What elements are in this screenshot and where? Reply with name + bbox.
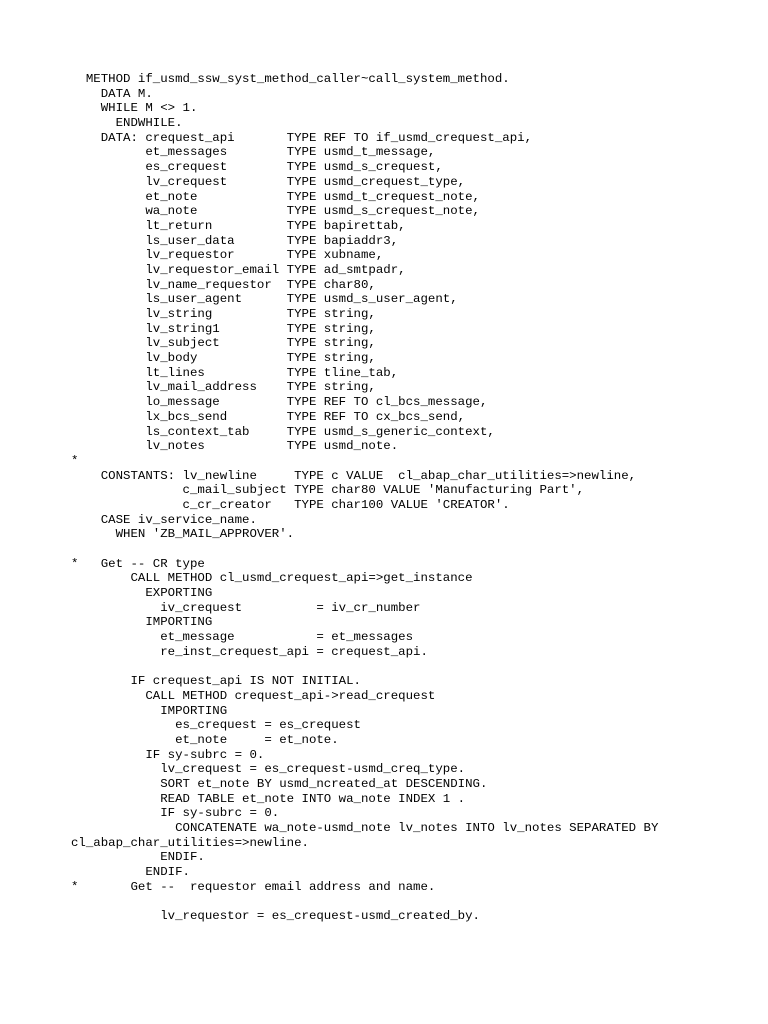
code-line: es_crequest TYPE usmd_s_crequest,	[71, 160, 443, 175]
code-line: CASE iv_service_name.	[71, 512, 257, 527]
code-line	[71, 660, 658, 675]
code-line: WHILE M <> 1.	[71, 101, 198, 116]
code-line: lv_name_requestor TYPE char80,	[71, 277, 376, 292]
code-line: lv_string TYPE string,	[71, 307, 376, 321]
code-line: es_crequest = es_crequest	[71, 718, 361, 733]
code-line: CONCATENATE wa_note-usmd_note lv_notes INTO lv_notes SEPARATED BY	[71, 821, 659, 836]
code-line	[71, 895, 658, 910]
code-line: ENDWHILE.	[71, 116, 183, 131]
code-line: lv_notes TYPE usmd_note.	[71, 439, 399, 454]
code-line: *	[71, 453, 79, 468]
code-line: ls_context_tab TYPE usmd_s_generic_context,	[71, 424, 495, 439]
code-line: IF crequest_api IS NOT INITIAL.	[71, 674, 361, 689]
code-line: lv_string1 TYPE string,	[71, 321, 376, 336]
code-line: iv_crequest = iv_cr_number	[71, 600, 421, 615]
code-line: lt_return TYPE bapirettab,	[71, 218, 406, 233]
code-line: CALL METHOD cl_usmd_crequest_api=>get_instance	[71, 571, 473, 586]
code-line: CALL METHOD crequest_api->read_crequest	[71, 688, 436, 703]
code-line: CONSTANTS: lv_newline TYPE c VALUE cl_abap_char_utilities=>newline,	[71, 468, 637, 483]
code-line: lx_bcs_send TYPE REF TO cx_bcs_send,	[71, 409, 466, 424]
code-line: IF sy-subrc = 0.	[71, 806, 280, 821]
code-line: ENDIF.	[71, 850, 205, 865]
code-line: * Get -- CR type	[71, 556, 205, 571]
code-line: et_messages TYPE usmd_t_message,	[71, 145, 436, 160]
code-line: WHEN 'ZB_MAIL_APPROVER'.	[71, 527, 295, 542]
code-line	[71, 542, 658, 557]
code-line: lv_mail_address TYPE string,	[71, 380, 376, 395]
code-line: IMPORTING	[71, 703, 228, 718]
code-line: lv_crequest = es_crequest-usmd_creq_type.	[71, 762, 466, 777]
code-line: ENDIF.	[71, 865, 190, 880]
code-line: re_inst_crequest_api = crequest_api.	[71, 644, 428, 659]
code-line: cl_abap_char_utilities=>newline.	[71, 835, 309, 850]
code-line: IMPORTING	[71, 615, 213, 630]
code-line: lv_crequest TYPE usmd_crequest_type,	[71, 174, 466, 189]
code-line: lo_message TYPE REF TO cl_bcs_message,	[71, 395, 488, 410]
code-line: DATA: crequest_api TYPE REF TO if_usmd_crequest_api,	[71, 130, 533, 145]
code-line: lv_requestor = es_crequest-usmd_created_by.	[71, 909, 480, 924]
abap-code-block	[71, 72, 658, 924]
code-line: IF sy-subrc = 0.	[71, 747, 265, 762]
code-line: c_mail_subject TYPE char80 VALUE 'Manufacturing Part',	[71, 483, 585, 498]
code-line: ls_user_agent TYPE usmd_s_user_agent,	[71, 292, 458, 307]
code-line: lv_body TYPE string,	[71, 351, 376, 366]
code-line: * Get -- requestor email address and name.	[71, 879, 436, 894]
code-line: lv_requestor_email TYPE ad_smtpadr,	[71, 262, 406, 277]
code-line: c_cr_creator TYPE char100 VALUE 'CREATOR'.	[71, 497, 510, 512]
code-line: lv_subject TYPE string,	[71, 336, 376, 351]
code-line: DATA M.	[71, 86, 153, 101]
code-line: lt_lines TYPE tline_tab,	[71, 365, 399, 380]
code-line: et_note = et_note.	[71, 732, 339, 747]
code-line: lv_requestor TYPE xubname,	[71, 248, 384, 263]
code-line: EXPORTING	[71, 586, 213, 601]
code-line: METHOD if_usmd_ssw_syst_method_caller~call_system_method.	[71, 72, 510, 86]
code-line: READ TABLE et_note INTO wa_note INDEX 1 .	[71, 791, 466, 806]
code-line: wa_note TYPE usmd_s_crequest_note,	[71, 204, 480, 219]
code-line: ls_user_data TYPE bapiaddr3,	[71, 233, 399, 248]
code-line: et_message = et_messages	[71, 630, 414, 645]
code-line: SORT et_note BY usmd_ncreated_at DESCENDING.	[71, 777, 488, 791]
code-line: et_note TYPE usmd_t_crequest_note,	[71, 189, 480, 204]
